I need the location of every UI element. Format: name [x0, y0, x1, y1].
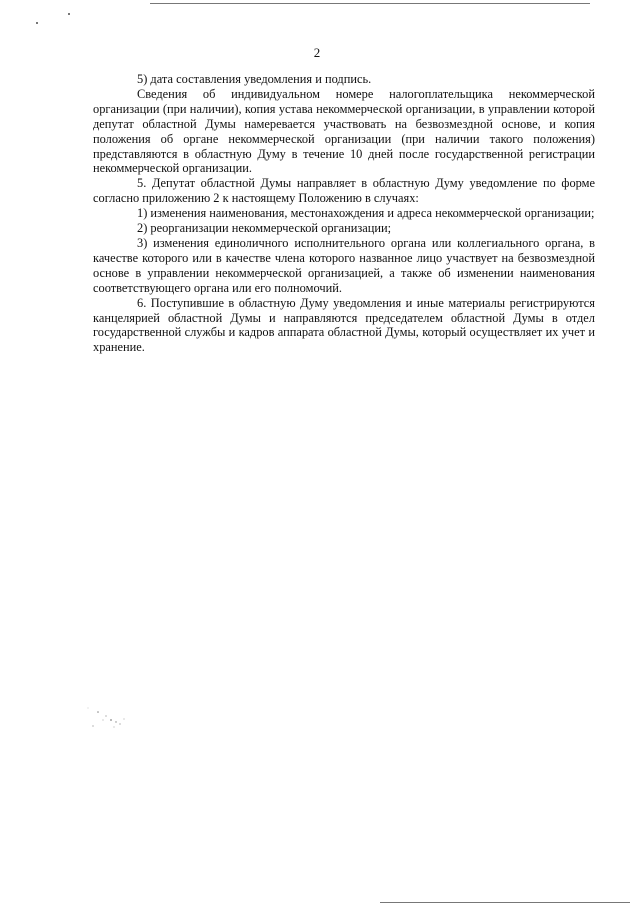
scan-edge-line-bottom [380, 902, 630, 903]
paragraph: 5) дата составления уведомления и подпись. [137, 72, 372, 86]
scan-dot [68, 13, 70, 15]
paragraph: 6. Поступившие в областную Думу уведомления и иные материалы регистрируются канцелярией областной Думы и направляются председателем областной Думы в отдел государственной службы и кадров аппарата областной Думы, который осуществляет их учет и хранение. [93, 295, 595, 355]
scan-edge-line-top [150, 3, 590, 4]
scan-speckle [78, 700, 138, 740]
paragraph: 3) изменения единоличного исполнительного органа или коллегиального органа, в качестве которого или в качестве члена которого названное лицо участвует на безвозмездной основе в управлении некоммерческой организацией, а также об изменении наименования соответствующего органа или его полномочий. [93, 235, 595, 295]
paragraph: 1) изменения наименования, местонахождения и адреса некоммерческой организации; [137, 206, 595, 221]
paragraph: 5. Депутат областной Думы направляет в областную Думу уведомление по форме согласно приложению 2 к настоящему Положению в случаях: [93, 176, 595, 206]
scan-dot [36, 22, 38, 24]
page-number: 2 [313, 45, 321, 60]
document-body [93, 72, 595, 355]
paragraph: 2) реорганизации некоммерческой организации; [137, 221, 392, 236]
paragraph: Сведения об индивидуальном номере налогоплательщика некоммерческой организации (при наличии), копия устава некоммерческой организации, в управлении которой депутат областной Думы намеревается участвовать на безвозмездной основе, и копия положения об органе некоммерческой организации (при наличии такого положения) представляются в областную Думу в течение 10 дней после государственной регистрации некоммерческой организации. [93, 86, 595, 176]
